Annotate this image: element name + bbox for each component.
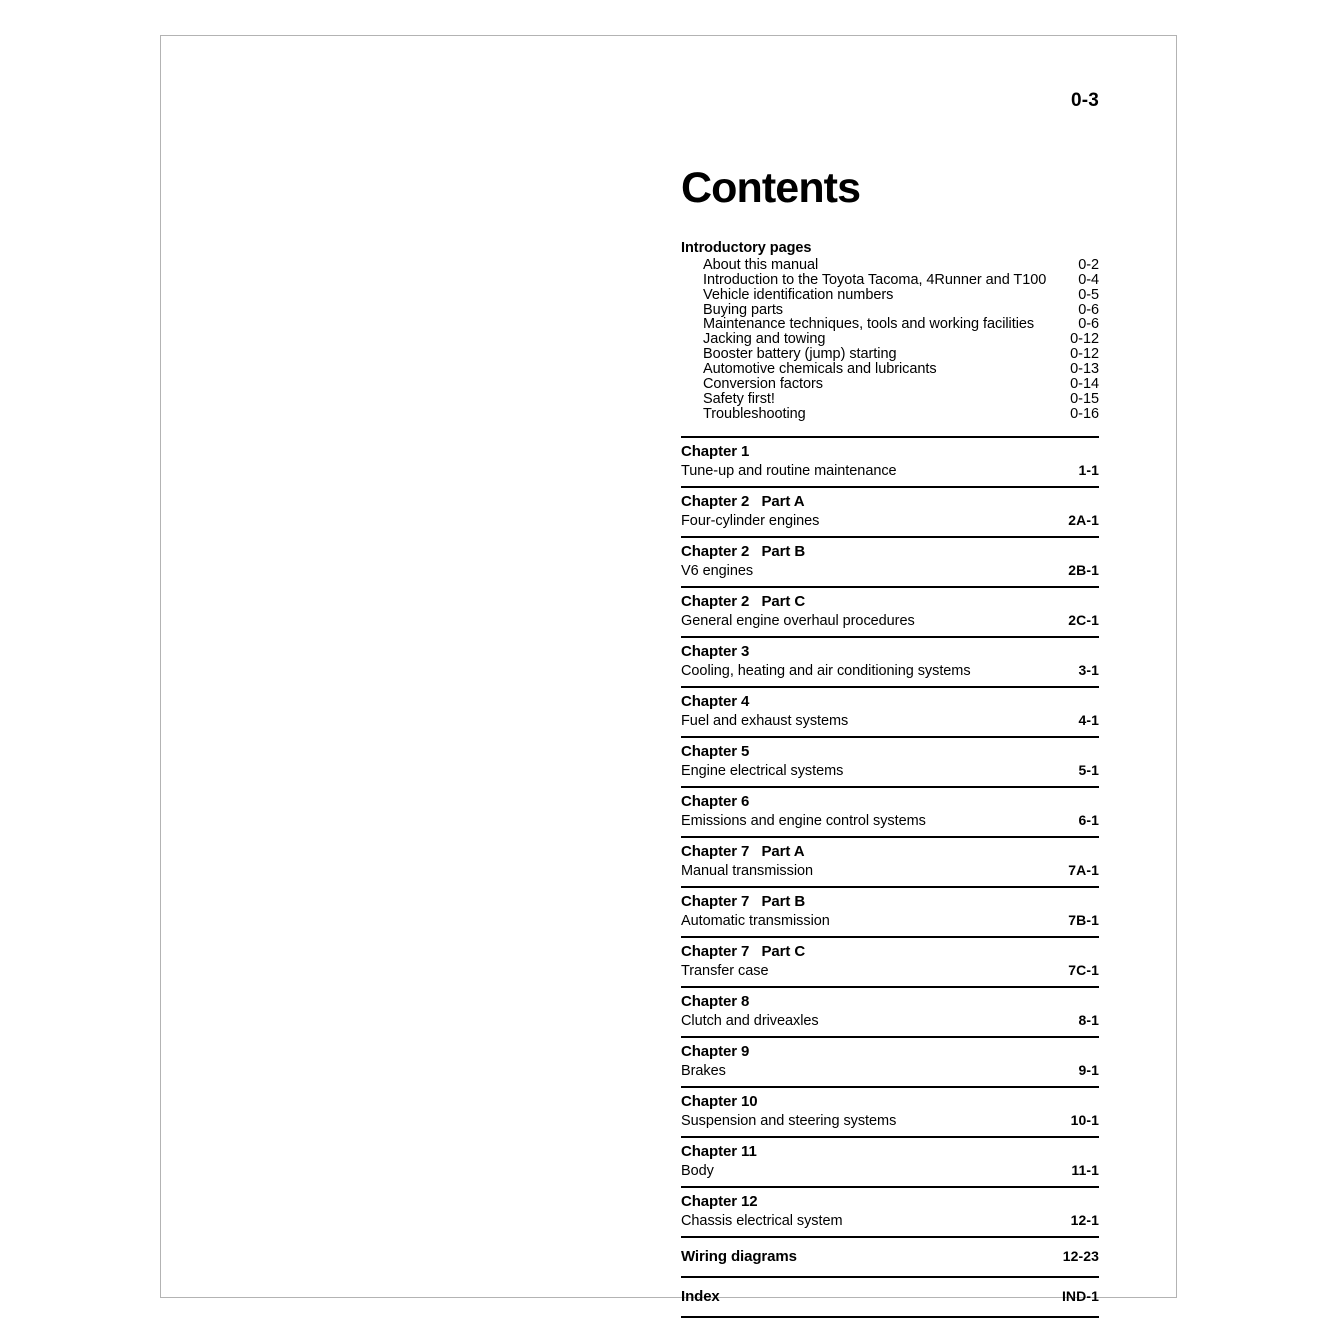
chapter-entry-page-number: 7B-1	[1068, 911, 1099, 928]
chapter-entry-heading: Chapter 9	[681, 1042, 750, 1060]
chapter-entry-page-number: 12-1	[1070, 1211, 1099, 1228]
chapter-entry[interactable]	[681, 1186, 1099, 1236]
chapter-entry-heading: Chapter 2 Part A	[681, 492, 805, 510]
back-matter-entry-page-number: IND-1	[1061, 1287, 1099, 1304]
chapter-entry[interactable]	[681, 886, 1099, 936]
chapter-entry-page-number: 11-1	[1071, 1161, 1099, 1178]
back-matter-entry-label: Index	[681, 1287, 720, 1305]
chapter-entry[interactable]	[681, 1136, 1099, 1186]
chapter-entry-heading: Chapter 8	[681, 992, 750, 1010]
intro-entry[interactable]	[703, 377, 1099, 392]
chapter-entry-heading: Chapter 3	[681, 642, 750, 660]
chapter-entry-page-number: 2A-1	[1068, 511, 1099, 528]
intro-entry-page-number: 0-13	[1070, 361, 1099, 378]
introductory-pages-section	[681, 239, 1099, 422]
chapter-entry-heading: Chapter 4	[681, 692, 750, 710]
chapter-entry-page-number: 5-1	[1078, 761, 1099, 778]
introductory-pages-heading: Introductory pages	[681, 239, 812, 256]
chapter-entry-title: Automatic transmission	[681, 912, 830, 929]
chapter-entry-heading: Chapter 7 Part C	[681, 942, 806, 960]
chapter-entry-page-number: 10-1	[1070, 1111, 1099, 1128]
chapter-entry[interactable]	[681, 786, 1099, 836]
chapter-entry-page-number: 8-1	[1078, 1011, 1099, 1028]
chapter-entry[interactable]	[681, 736, 1099, 786]
chapter-entry-line	[681, 1011, 1099, 1031]
back-matter-entry[interactable]	[681, 1236, 1099, 1276]
intro-entry-label: Maintenance techniques, tools and working facilities	[703, 316, 1035, 333]
chapter-entry-heading: Chapter 2 Part C	[681, 592, 806, 610]
chapter-entry-line	[681, 961, 1099, 981]
chapter-entry[interactable]	[681, 1036, 1099, 1086]
chapter-entry-title: Suspension and steering systems	[681, 1112, 897, 1129]
intro-entry-label: Vehicle identification numbers	[703, 286, 894, 303]
chapter-entry-line	[681, 661, 1099, 681]
chapter-entry-heading: Chapter 7 Part B	[681, 892, 806, 910]
chapter-entry-page-number: 2B-1	[1068, 561, 1099, 578]
intro-entry-label: Safety first!	[703, 390, 775, 407]
chapter-entry-line	[681, 511, 1099, 531]
intro-entry-label: Troubleshooting	[703, 405, 806, 422]
intro-entry-page-number: 0-5	[1078, 286, 1099, 303]
chapter-entry-page-number: 4-1	[1078, 711, 1099, 728]
intro-entry[interactable]	[703, 303, 1099, 318]
chapter-entry-line	[681, 1061, 1099, 1081]
page-folio-number: 0-3	[1070, 90, 1099, 111]
chapter-entry-line	[681, 1161, 1099, 1181]
chapter-entry-heading: Chapter 1	[681, 442, 750, 460]
chapter-entry-line	[681, 1211, 1099, 1231]
chapter-entry-title: Four-cylinder engines	[681, 512, 820, 529]
chapter-entry[interactable]	[681, 486, 1099, 536]
intro-entry-label: Automotive chemicals and lubricants	[703, 361, 937, 378]
chapter-entry[interactable]	[681, 936, 1099, 986]
intro-entry-label: Introduction to the Toyota Tacoma, 4Runner and T100	[703, 271, 1047, 288]
chapter-entry-title: Tune-up and routine maintenance	[681, 462, 897, 479]
chapter-entry-line	[681, 761, 1099, 781]
chapter-entry-title: Chassis electrical system	[681, 1212, 843, 1229]
intro-entry-label: Jacking and towing	[703, 331, 826, 348]
chapter-entry-page-number: 2C-1	[1068, 611, 1099, 628]
back-matter-entry[interactable]	[681, 1276, 1099, 1318]
page-title: Contents	[681, 164, 861, 212]
intro-entry[interactable]	[703, 317, 1099, 332]
chapter-entry-line	[681, 611, 1099, 631]
chapter-entry-page-number: 3-1	[1078, 661, 1099, 678]
intro-entry[interactable]	[703, 332, 1099, 347]
chapter-entry-line	[681, 561, 1099, 581]
intro-entry-page-number: 0-4	[1078, 271, 1099, 288]
intro-entry-page-number: 0-2	[1078, 256, 1099, 273]
chapter-entry-page-number: 7A-1	[1068, 861, 1099, 878]
back-matter-entry-line	[681, 1247, 1099, 1266]
chapter-entry[interactable]	[681, 536, 1099, 586]
chapter-entry-line	[681, 811, 1099, 831]
intro-entry-page-number: 0-16	[1070, 405, 1099, 422]
chapter-entry-title: Transfer case	[681, 962, 769, 979]
chapter-entry-heading: Chapter 6	[681, 792, 750, 810]
back-matter-entry-page-number: 12-23	[1062, 1247, 1099, 1264]
chapter-entry-title: Brakes	[681, 1062, 726, 1079]
chapter-entry-line	[681, 711, 1099, 731]
intro-entry-label: Conversion factors	[703, 376, 823, 393]
chapter-entry-title: Body	[681, 1162, 714, 1179]
chapter-list	[681, 436, 1099, 1236]
chapter-entry-line	[681, 1111, 1099, 1131]
chapter-entry-page-number: 7C-1	[1068, 961, 1099, 978]
contents-column	[681, 91, 1099, 1318]
intro-entry-label: Booster battery (jump) starting	[703, 346, 897, 363]
chapter-entry-heading: Chapter 10	[681, 1092, 758, 1110]
chapter-entry-heading: Chapter 11	[681, 1142, 757, 1160]
chapter-entry-page-number: 6-1	[1078, 811, 1099, 828]
chapter-entry-page-number: 1-1	[1078, 461, 1099, 478]
chapter-entry-line	[681, 861, 1099, 881]
chapter-entry-title: Fuel and exhaust systems	[681, 712, 849, 729]
manual-page-sheet	[160, 35, 1177, 1305]
introductory-pages-list	[681, 258, 1099, 422]
intro-entry-page-number: 0-6	[1078, 301, 1099, 318]
chapter-entry-title: V6 engines	[681, 562, 754, 579]
intro-entry[interactable]	[703, 258, 1099, 273]
chapter-entry-heading: Chapter 2 Part B	[681, 542, 806, 560]
chapter-entry[interactable]	[681, 836, 1099, 886]
chapter-entry-line	[681, 461, 1099, 481]
intro-entry-page-number: 0-14	[1070, 376, 1099, 393]
intro-entry-page-number: 0-12	[1070, 331, 1099, 348]
intro-entry-label: About this manual	[703, 256, 819, 273]
chapter-entry[interactable]	[681, 1086, 1099, 1136]
chapter-entry-heading: Chapter 7 Part A	[681, 842, 805, 860]
intro-entry[interactable]	[703, 362, 1099, 377]
intro-entry[interactable]	[703, 273, 1099, 288]
intro-entry[interactable]	[703, 392, 1099, 407]
chapter-entry-title: Manual transmission	[681, 862, 814, 879]
chapter-entry[interactable]	[681, 636, 1099, 686]
chapter-entry-title: Emissions and engine control systems	[681, 812, 926, 829]
intro-entry[interactable]	[703, 347, 1099, 362]
chapter-entry-heading: Chapter 5	[681, 742, 750, 760]
back-matter-entry-line	[681, 1287, 1099, 1306]
chapter-entry-title: Clutch and driveaxles	[681, 1012, 819, 1029]
intro-entry-label: Buying parts	[703, 301, 783, 318]
intro-entry[interactable]	[703, 407, 1099, 422]
chapter-entry-line	[681, 911, 1099, 931]
chapter-entry-title: General engine overhaul procedures	[681, 612, 915, 629]
chapter-entry-title: Cooling, heating and air conditioning systems	[681, 662, 971, 679]
chapter-entry-heading: Chapter 12	[681, 1192, 758, 1210]
intro-entry-page-number: 0-12	[1070, 346, 1099, 363]
intro-entry[interactable]	[703, 288, 1099, 303]
chapter-entry[interactable]	[681, 586, 1099, 636]
chapter-entry[interactable]	[681, 986, 1099, 1036]
chapter-entry[interactable]	[681, 686, 1099, 736]
chapter-entry-title: Engine electrical systems	[681, 762, 844, 779]
back-matter-entry-label: Wiring diagrams	[681, 1247, 797, 1265]
chapter-entry-page-number: 9-1	[1078, 1061, 1099, 1078]
chapter-entry[interactable]	[681, 436, 1099, 486]
back-matter-list	[681, 1236, 1099, 1318]
intro-entry-page-number: 0-6	[1078, 316, 1099, 333]
intro-entry-page-number: 0-15	[1070, 390, 1099, 407]
